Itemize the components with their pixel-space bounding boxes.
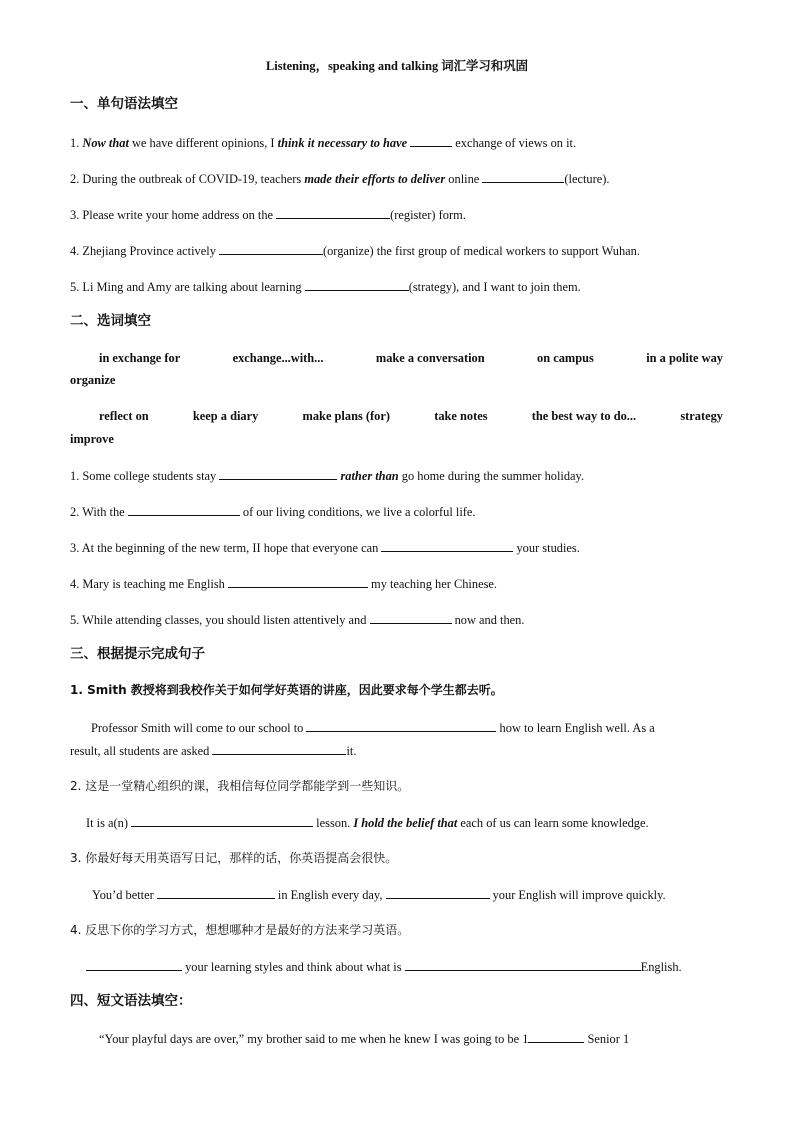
answer-blank[interactable] [386,886,490,899]
answer-blank[interactable] [219,242,323,255]
answer-blank[interactable] [86,958,182,971]
s2-question-2: 2. With the of our living conditions, we live a colorful life. [70,505,476,519]
answer-blank[interactable] [405,958,641,971]
s2-question-5: 5. While attending classes, you should listen attentively and now and then. [70,613,525,627]
answer-blank[interactable] [219,467,337,480]
word-bank-item: improve [70,432,114,446]
answer-blank[interactable] [157,886,275,899]
answer-blank[interactable] [482,170,564,183]
section-4-heading: 四、短文语法填空： [70,993,192,1009]
word-bank-item: make plans (for) [302,409,390,423]
word-bank-item: make a conversation [375,351,485,365]
word-bank-item: exchange...with... [232,351,324,365]
answer-blank[interactable] [131,814,313,827]
answer-blank[interactable] [410,134,452,147]
word-bank-item: in exchange for [99,351,181,365]
section-3-heading: 三、根据提示完成句子 [70,646,205,662]
s1-question-1: 1. Now that we have different opinions, I think it necessary to have exchange of views on it. [70,136,577,150]
s1-question-2: 2. During the outbreak of COVID-19, teachers made their efforts to deliver online (lecture). [70,172,610,186]
page-title: Listening，speaking and talking 词汇学习和巩固 [266,59,528,73]
s2-question-1: 1. Some college students stay rather than go home during the summer holiday. [70,469,585,483]
section-1-heading: 一、单句语法填空 [70,96,178,112]
word-bank-item: in a polite way [646,351,723,365]
s3-q2-answer-line: It is a(n) lesson. I hold the belief that each of us can learn some knowledge. [86,816,649,830]
answer-blank[interactable] [276,206,390,219]
s1-question-5: 5. Li Ming and Amy are talking about learning (strategy), and I want to join them. [70,280,581,294]
answer-blank[interactable] [212,742,346,755]
word-bank-item: the best way to do... [531,409,637,423]
s3-q3-prompt: 3. 你最好每天用英语写日记，那样的话，你英语提高会很快。 [70,851,398,865]
answer-blank[interactable] [305,278,409,291]
s3-q1-line-1: Professor Smith will come to our school to how to learn English well. As a [91,721,655,735]
s3-q1-prompt: 1. Smith 教授将到我校作关于如何学好英语的讲座，因此要求每个学生都去听。 [70,683,503,697]
s3-q4-prompt: 4. 反思下你的学习方式，想想哪种才是最好的方法来学习英语。 [70,923,410,937]
answer-blank[interactable] [306,719,496,732]
s3-q1-line-2: result, all students are asked it. [70,744,357,758]
word-bank-item: strategy [680,409,723,423]
s3-q3-answer-line: You’d better in English every day, your English will improve quickly. [92,888,666,902]
word-bank-item: organize [70,373,116,387]
answer-blank[interactable] [128,503,240,516]
s1-question-3: 3. Please write your home address on the (register) form. [70,208,466,222]
section-2-heading: 二、选词填空 [70,313,151,329]
answer-blank[interactable] [228,575,368,588]
s4-passage-line-1: “Your playful days are over,” my brother said to me when he knew I was going to be 1 Senior 1 [99,1032,630,1046]
word-bank-item: reflect on [99,409,149,423]
word-bank-row-1 [99,350,723,366]
answer-blank[interactable] [370,611,452,624]
word-bank-item: on campus [537,351,594,365]
answer-blank-1[interactable] [528,1030,584,1043]
s3-q2-prompt: 2. 这是一堂精心组织的课，我相信每位同学都能学到一些知识。 [70,779,410,793]
s2-question-4: 4. Mary is teaching me English my teaching her Chinese. [70,577,497,591]
word-bank-item: keep a diary [192,409,259,423]
word-bank-item: take notes [434,409,488,423]
word-bank-row-2 [99,408,723,424]
s1-question-4: 4. Zhejiang Province actively (organize) the first group of medical workers to support Wuhan. [70,244,640,258]
s2-question-3: 3. At the beginning of the new term, II hope that everyone can your studies. [70,541,580,555]
answer-blank[interactable] [381,539,513,552]
s3-q4-answer-line: your learning styles and think about what is English. [86,958,682,975]
